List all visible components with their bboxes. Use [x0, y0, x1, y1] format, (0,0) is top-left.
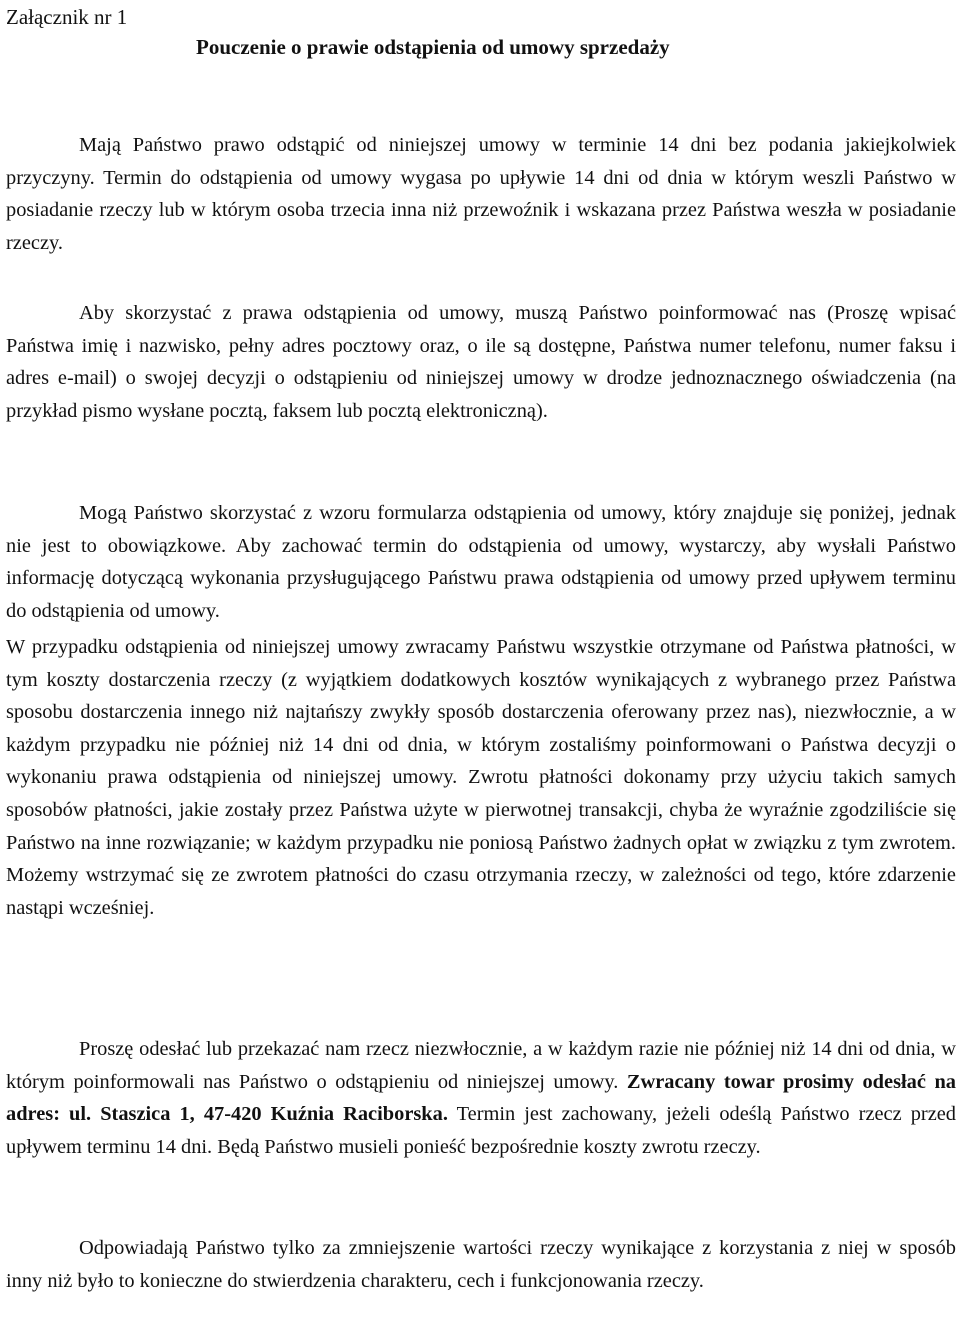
paragraph-right-of-withdrawal: Mają Państwo prawo odstąpić od niniejszej umowy w terminie 14 dni bez podania jakiejkolwiek przyczyny. Termin do odstąpienia od umowy wygasa po upływie 14 dni od dnia w którym weszli Państwo w posiadanie rzeczy lub w którym osoba trzecia inna niż przewoźnik i wskazana przez Państwa weszła w posiadanie rzeczy.	[6, 134, 956, 254]
paragraph-liability: Odpowiadają Państwo tylko za zmniejszenie wartości rzeczy wynikające z korzystania z niej w sposób inny niż było to konieczne do stwierdzenia charakteru, cech i funkcjonowania rzeczy.	[6, 1237, 956, 1292]
return-goods-text-1: Proszę odesłać lub przekazać nam rzecz niezwłocznie, a w każdym razie nie później niż 14 dni od dnia, w którym poinformowali nas Państwo o odstąpieniu od niniejszej umowy.	[6, 1038, 956, 1093]
paragraph-withdrawal-form: Mogą Państwo skorzystać z wzoru formularza odstąpienia od umowy, który znajduje się poniżej, jednak nie jest to obowiązkowe. Aby zachować termin do odstąpienia od umowy, wystarczy, aby wysłali Państwo informację dotyczącą wykonania przysługującego Państwu prawa odstąpienia od umowy przed upływem terminu do odstąpienia od umowy.	[6, 502, 956, 622]
paragraph-return-goods	[6, 1033, 956, 1163]
paragraph-how-to-withdraw: Aby skorzystać z prawa odstąpienia od umowy, muszą Państwo poinformować nas (Proszę wpisać Państwa imię i nazwisko, pełny adres pocztowy oraz, o ile są dostępne, Państwa numer telefonu, numer faksu i adres e-mail) o swojej decyzji o odstąpieniu od niniejszej umowy w drodze jednoznacznego oświadczenia (na przykład pismo wysłane pocztą, faksem lub pocztą elektroniczną).	[6, 302, 956, 422]
annex-label: Załącznik nr 1	[6, 5, 128, 29]
return-goods-text-2: Termin jest zachowany, jeżeli odeślą Państwo rzecz przed upływem terminu 14 dni. Będą Państwo musieli ponieść bezpośrednie koszty zwrotu rzeczy.	[6, 1103, 956, 1158]
paragraph-refund: W przypadku odstąpienia od niniejszej umowy zwracamy Państwu wszystkie otrzymane od Państwa płatności, w tym koszty dostarczenia rzeczy (z wyjątkiem dodatkowych kosztów wynikających z wybranego przez Państwa sposobu dostarczenia innego niż najtańszy zwykły sposób dostarczenia oferowany przez nas), niezwłocznie, a w każdym przypadku nie później niż 14 dni od dnia, w którym zostaliśmy poinformowani o Państwa decyzji o wykonaniu prawa odstąpienia od niniejszej umowy. Zwrotu płatności dokonamy przy użyciu takich samych sposobów płatności, jakie zostały przez Państwa użyte w pierwotnej transakcji, chyba że wyraźnie zgodziliście się Państwo na inne rozwiązanie; w każdym przypadku nie poniosą Państwo żadnych opłat w związku z tym zwrotem. Możemy wstrzymać się ze zwrotem płatności do czasu otrzymania rzeczy, w zależności od tego, które zdarzenie nastąpi wcześniej.	[6, 636, 956, 919]
document-title: Pouczenie o prawie odstąpienia od umowy sprzedaży	[196, 35, 670, 59]
return-address: Zwracany towar prosimy odesłać na adres: ul. Staszica 1, 47-420 Kuźnia Raciborska.	[6, 1070, 956, 1126]
